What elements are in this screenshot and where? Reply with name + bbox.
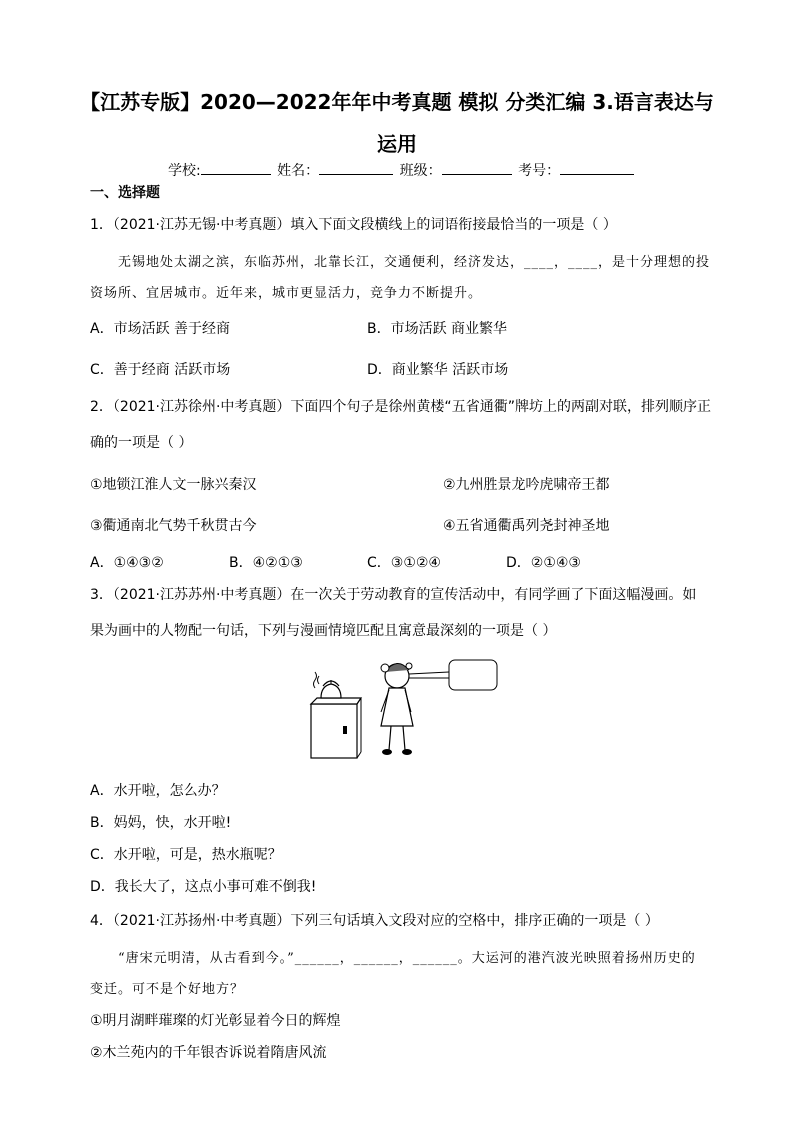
page-title: 【江苏专版】2020—2022年年中考真题 模拟 分类汇编 3.语言表达与 xyxy=(80,90,714,114)
question-4-passage-cont: 变迁。可不是个好地方？ xyxy=(90,982,245,997)
school-label: 学校: xyxy=(168,163,201,179)
question-3-stem-cont: 果为画中的人物配一句话，下列与漫画情境匹配且寓意最深刻的一项是（ ） xyxy=(90,623,557,639)
question-2-option-b[interactable]: B．④②①③ xyxy=(229,555,303,571)
question-3-option-c[interactable]: C．水开啦，可是，热水瓶呢？ xyxy=(90,847,282,863)
section-heading: 一、选择题 xyxy=(90,185,160,201)
question-2-sentence-2: ②九州胜景龙吟虎啸帝王都 xyxy=(443,477,610,493)
question-3-option-d[interactable]: D．我长大了，这点小事可难不倒我! xyxy=(90,879,317,895)
class-label: 班级： xyxy=(399,163,442,179)
question-2-sentence-4: ④五省通衢禹列尧封神圣地 xyxy=(443,518,610,534)
page-title-continued: 运用 xyxy=(377,132,417,156)
question-1-option-a[interactable]: A．市场活跃 善于经商 xyxy=(90,321,231,337)
question-1-option-c[interactable]: C．善于经商 活跃市场 xyxy=(90,362,231,378)
cartoon-illustration xyxy=(303,656,503,760)
number-label: 考号： xyxy=(518,163,561,179)
question-4-sentence-2: ②木兰苑内的千年银杏诉说着隋唐风流 xyxy=(90,1045,327,1061)
question-2-option-a[interactable]: A．①④③② xyxy=(90,555,164,571)
question-1-option-b[interactable]: B．市场活跃 商业繁华 xyxy=(367,321,508,337)
name-field[interactable] xyxy=(319,160,393,175)
question-1-option-d[interactable]: D．商业繁华 活跃市场 xyxy=(367,362,509,378)
question-2-stem-cont: 确的一项是（ ） xyxy=(90,435,193,451)
question-3-option-a[interactable]: A．水开啦，怎么办？ xyxy=(90,783,226,799)
class-field[interactable] xyxy=(442,160,512,175)
question-1-stem: 1．（2021·江苏无锡·中考真题）填入下面文段横线上的词语衔接最恰当的一项是（ ） xyxy=(90,217,617,233)
question-2-sentence-1: ①地锁江淮人文一脉兴秦汉 xyxy=(90,477,257,493)
question-4-stem: 4．（2021·江苏扬州·中考真题）下列三句话填入文段对应的空格中，排序正确的一项是（ ） xyxy=(90,913,659,929)
name-label: 姓名： xyxy=(277,163,320,179)
number-field[interactable] xyxy=(560,160,634,175)
question-4-sentence-1: ①明月湖畔璀璨的灯光彰显着今日的辉煌 xyxy=(90,1013,341,1029)
question-1-passage-cont: 资场所、宜居城市。近年来，城市更显活力，竞争力不断提升。 xyxy=(90,286,483,301)
question-4-passage: “唐宋元明清，从古看到今。”______，______，______。大运河的港汽波光映照着扬州历史的 xyxy=(118,951,696,966)
question-2-option-d[interactable]: D．②①④③ xyxy=(506,555,581,571)
question-2-sentence-3: ③衢通南北气势千秋贯古今 xyxy=(90,518,257,534)
school-field[interactable] xyxy=(201,160,271,175)
student-info-row xyxy=(168,160,636,180)
question-3-option-b[interactable]: B．妈妈，快，水开啦! xyxy=(90,815,232,831)
question-2-stem: 2．（2021·江苏徐州·中考真题）下面四个句子是徐州黄楼“五省通衢”牌坊上的两副对联，排列顺序正 xyxy=(90,399,711,415)
question-3-stem: 3．（2021·江苏苏州·中考真题）在一次关于劳动教育的宣传活动中，有同学画了下面这幅漫画。如 xyxy=(90,587,697,603)
question-1-passage: 无锡地处太湖之滨，东临苏州，北靠长江，交通便利，经济发达，____，____，是十分理想的投 xyxy=(118,255,711,270)
question-2-option-c[interactable]: C．③①②④ xyxy=(367,555,441,571)
